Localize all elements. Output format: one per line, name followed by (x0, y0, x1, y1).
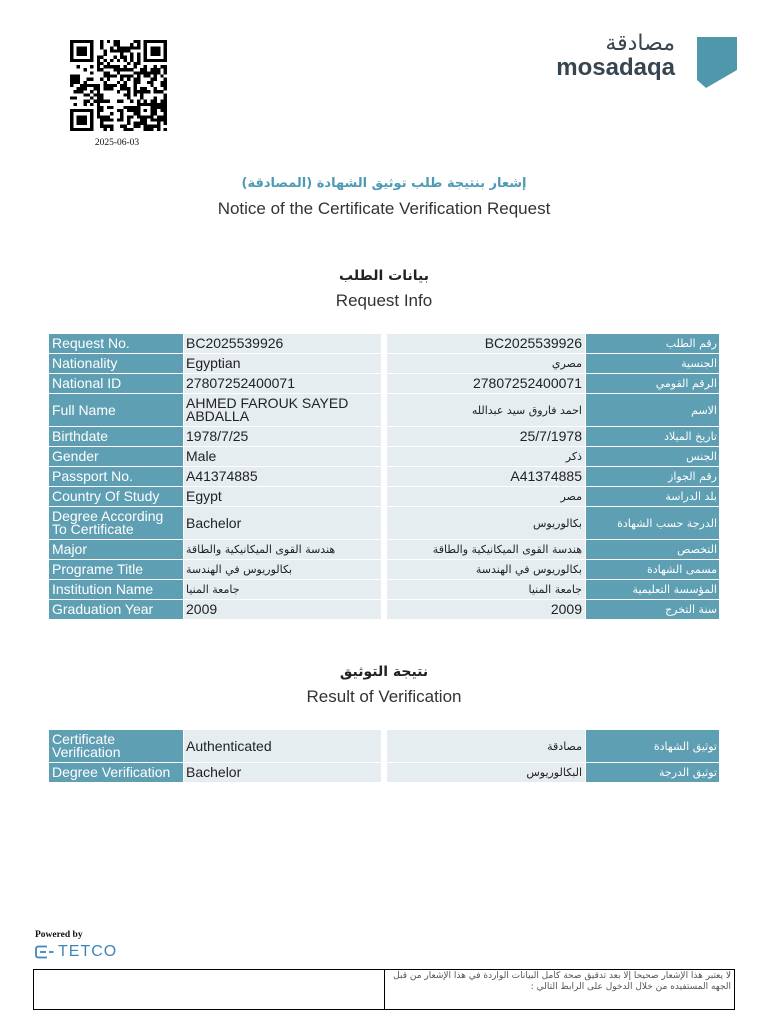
tetco-logo-text: TETCO (58, 943, 118, 960)
row-label-ar-text: المؤسسة التعليمية (632, 583, 717, 596)
row-value-en (184, 507, 381, 539)
row-value-en (184, 447, 381, 466)
row-label-en-text: Degree Verification (52, 764, 171, 780)
row-label-ar-text: مسمى الشهادة (646, 563, 717, 576)
row-value-en (184, 394, 381, 426)
row-value-ar (387, 354, 585, 373)
row-value-ar (387, 580, 585, 599)
row-label-ar-text: توثيق الدرجة (659, 766, 717, 779)
row-label-en-text: Degree According To Certificate (52, 508, 164, 537)
row-value-en (184, 730, 381, 762)
row-value-en-text: AHMED FAROUK SAYED ABDALLA (186, 395, 349, 424)
row-value-ar-text: ذكر (565, 450, 582, 463)
row-value-en-text: Bachelor (186, 764, 242, 780)
row-label-en-text: Full Name (52, 401, 116, 418)
row-label-ar (586, 354, 719, 373)
row-label-en-text: Birthdate (52, 428, 109, 444)
verification-table (49, 730, 719, 783)
row-value-ar-text: هندسة القوى الميكانيكية والطاقة (432, 543, 582, 556)
table-row (49, 427, 719, 446)
row-value-ar-text: BC2025539926 (484, 335, 582, 351)
row-label-en (49, 394, 183, 426)
row-label-ar-text: رقم الطلب (665, 337, 717, 350)
row-label-en (49, 763, 183, 782)
row-label-ar-text: الدرجة حسب الشهادة (617, 516, 717, 530)
row-label-en-text: Certificate Verification (52, 731, 121, 760)
row-value-ar (387, 334, 585, 353)
row-label-ar-text: توثيق الشهادة (653, 739, 717, 753)
shield-icon (697, 37, 737, 88)
row-label-en-text: Major (52, 541, 88, 557)
row-value-ar-text: البكالوريوس (526, 766, 582, 779)
row-value-en-text: هندسة القوى الميكانيكية والطاقة (186, 543, 336, 556)
row-value-ar (387, 600, 585, 619)
page-title: Notice of the Certificate Verification Request (217, 199, 551, 218)
row-label-ar (586, 540, 719, 559)
row-label-en (49, 374, 183, 393)
row-value-ar (387, 394, 585, 426)
row-value-ar-text: بكالوريوس في الهندسة (475, 563, 582, 576)
row-label-en (49, 354, 183, 373)
row-label-en-text: Country Of Study (52, 488, 160, 504)
row-label-en (49, 600, 183, 619)
row-value-en-text: Egyptian (186, 355, 241, 371)
row-label-ar-text: الاسم (691, 403, 717, 417)
row-label-en-text: Nationality (52, 355, 118, 371)
row-label-ar-text: الرقم القومي (655, 377, 717, 390)
row-label-ar-text: تاريخ الميلاد (664, 430, 717, 443)
row-label-ar (586, 763, 719, 782)
table-row (49, 560, 719, 579)
request-info-heading: Request Info (335, 291, 433, 310)
powered-by-label: Powered by (35, 930, 83, 940)
table-row (49, 540, 719, 559)
table-row (49, 763, 719, 782)
row-value-en (184, 487, 381, 506)
row-label-ar (586, 487, 719, 506)
table-row (49, 467, 719, 486)
row-value-en-text: Authenticated (186, 737, 272, 754)
row-label-en (49, 540, 183, 559)
tetco-logo-icon (34, 944, 55, 960)
table-row (49, 600, 719, 619)
table-row (49, 487, 719, 506)
row-value-en-text: A41374885 (186, 468, 258, 484)
row-value-ar-text: 27807252400071 (472, 375, 582, 391)
table-row (49, 354, 719, 373)
row-label-en-text: Request No. (52, 335, 130, 351)
row-label-en-text: Programe Title (52, 561, 144, 577)
row-value-ar (387, 763, 585, 782)
row-label-en-text: Graduation Year (52, 601, 154, 617)
row-label-ar (586, 374, 719, 393)
row-label-en (49, 467, 183, 486)
request-info-table (49, 334, 719, 620)
verification-heading: Result of Verification (306, 687, 462, 706)
row-value-en-text: Bachelor (186, 514, 242, 531)
logo-arabic-text: مصادقة (605, 31, 675, 56)
row-value-ar (387, 560, 585, 579)
table-row (49, 507, 719, 539)
row-label-en-text: Gender (52, 448, 99, 464)
table-row (49, 730, 719, 762)
row-value-en-text: 27807252400071 (186, 375, 296, 391)
row-value-ar-text: مصادقة (547, 739, 582, 753)
row-label-ar (586, 447, 719, 466)
row-value-ar-text: 25/7/1978 (519, 428, 582, 444)
row-value-en (184, 427, 381, 446)
table-row (49, 334, 719, 353)
row-value-en (184, 763, 381, 782)
row-label-ar (586, 467, 719, 486)
table-row (49, 447, 719, 466)
request-info-heading-arabic: بيانات الطلب (339, 268, 429, 284)
row-label-ar (586, 560, 719, 579)
row-value-ar (387, 447, 585, 466)
row-value-en (184, 540, 381, 559)
row-label-en (49, 487, 183, 506)
row-label-en (49, 580, 183, 599)
row-value-en (184, 354, 381, 373)
row-label-en-text: Institution Name (52, 581, 154, 597)
row-label-ar-text: رقم الجواز (668, 470, 717, 483)
row-value-ar-text: جامعة المنيا (528, 583, 582, 596)
row-label-ar (586, 394, 719, 426)
row-value-ar (387, 374, 585, 393)
row-value-en-text: 1978/7/25 (186, 428, 249, 444)
row-value-ar-text: 2009 (550, 601, 582, 617)
row-value-en-text: Male (186, 448, 217, 464)
row-label-ar (586, 507, 719, 539)
disclaimer-box (33, 969, 735, 1010)
row-value-ar (387, 730, 585, 762)
row-label-en (49, 730, 183, 762)
row-value-ar (387, 540, 585, 559)
row-value-en (184, 600, 381, 619)
row-label-ar-text: الجنس (686, 450, 717, 463)
disclaimer-text: لا يعتبر هذا الإشعار صحيحا إلا بعد تدقيق صحة كامل البيانات الواردة في هذا الإشعار من قبل الجهه المستفيده من خلال الدخول على الرابط التالي : (393, 971, 731, 992)
row-label-en (49, 447, 183, 466)
row-value-ar (387, 507, 585, 539)
row-label-ar-text: بلد الدراسة (665, 490, 717, 503)
row-value-ar (387, 427, 585, 446)
row-value-en-text: جامعة المنيا (186, 583, 240, 596)
row-label-ar (586, 600, 719, 619)
page-title-arabic: إشعار بنتيجة طلب توثيق الشهادة (المصادقة) (241, 176, 527, 191)
disclaimer-link-cell (34, 970, 385, 1009)
row-value-ar-text: A41374885 (510, 468, 582, 484)
row-label-ar (586, 730, 719, 762)
row-value-en (184, 580, 381, 599)
row-value-ar-text: مصري (551, 357, 582, 370)
tetco-logo (34, 943, 117, 961)
row-value-en-text: BC2025539926 (186, 335, 284, 351)
row-label-ar (586, 580, 719, 599)
row-label-en-text: Passport No. (52, 468, 133, 484)
row-label-en (49, 560, 183, 579)
qr-code (70, 40, 167, 131)
row-label-ar (586, 427, 719, 446)
table-row (49, 374, 719, 393)
row-label-en-text: National ID (52, 375, 122, 391)
row-label-ar-text: الجنسية (681, 357, 717, 370)
row-value-en (184, 467, 381, 486)
logo-latin-text: mosadaqa (556, 54, 675, 81)
row-label-en (49, 427, 183, 446)
table-row (49, 394, 719, 426)
verification-heading-arabic: نتيجة التوثيق (339, 664, 429, 680)
table-row (49, 580, 719, 599)
row-label-ar (586, 334, 719, 353)
row-value-ar-text: بكالوريوس (532, 516, 582, 530)
row-value-ar (387, 467, 585, 486)
row-label-ar-text: التخصص (677, 543, 717, 556)
row-value-ar-text: احمد فاروق سيد عبدالله (471, 403, 582, 417)
row-value-ar (387, 487, 585, 506)
row-value-en (184, 560, 381, 579)
row-value-en (184, 374, 381, 393)
row-value-en-text: بكالوريوس في الهندسة (186, 563, 293, 576)
row-value-en (184, 334, 381, 353)
row-label-en (49, 507, 183, 539)
row-value-en-text: Egypt (186, 488, 222, 504)
qr-date: 2025-06-03 (94, 138, 140, 148)
row-label-en (49, 334, 183, 353)
row-label-ar-text: سنة التخرج (665, 603, 717, 616)
row-value-ar-text: مصر (560, 490, 582, 503)
row-value-en-text: 2009 (186, 601, 218, 617)
